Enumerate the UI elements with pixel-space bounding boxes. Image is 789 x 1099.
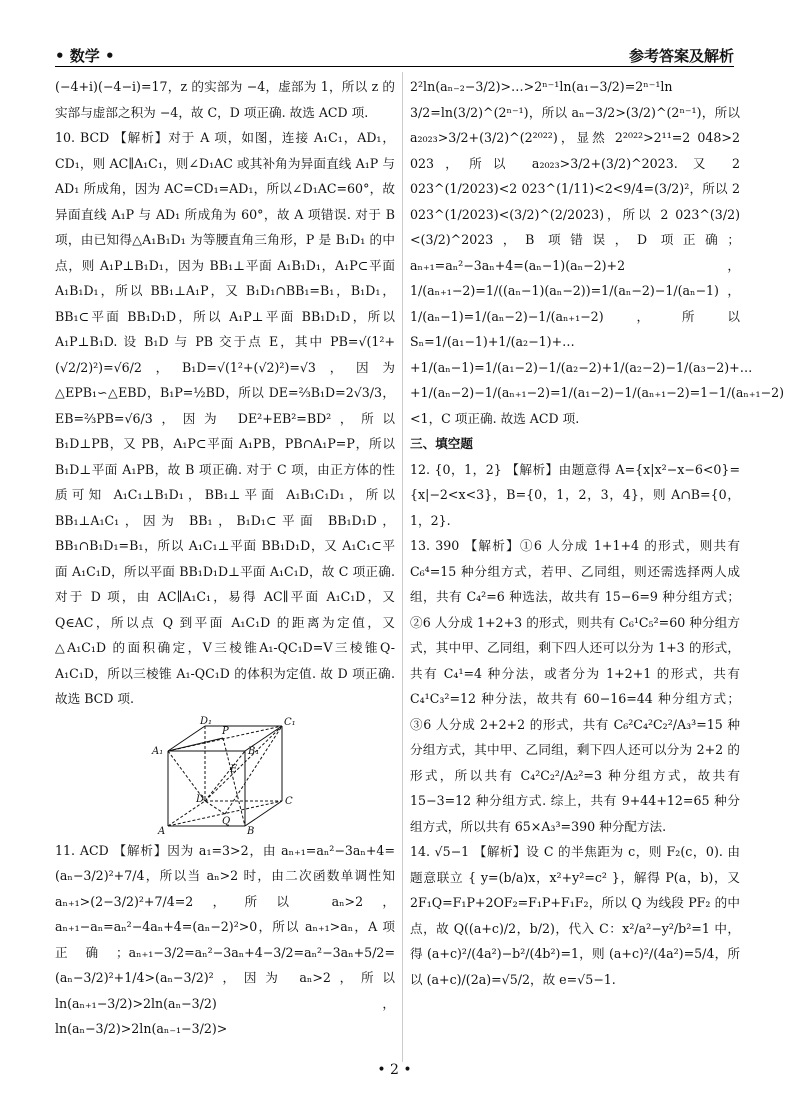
left-column <box>55 74 395 1042</box>
header-rule <box>55 66 734 67</box>
fig-label-A: A <box>158 825 166 836</box>
fig-label-P: P <box>222 725 229 737</box>
fig-label-A1: A₁ <box>152 745 164 757</box>
q10-solution: 10. BCD 【解析】对于 A 项，如图，连接 A₁C₁，AD₁，CD₁，则 AC∥A₁C₁，则∠D₁AC 或其补角为异面直线 A₁P 与 AD₁ 所成角，因为 AC=CD₁=AD₁，所以∠D₁AC=60°，故异面直线 A₁P 与 AD₁ 所成角为 60°，故 A 项错误. 对于 B 项，由已知得△A₁B₁D₁ 为等腰直角三角形，P 是 B₁D₁ 的中点，则 A₁P⊥B₁D₁，因为 BB₁⊥平面 A₁B₁D₁，A₁P⊂平面 A₁B₁D₁，所以 BB₁⊥A₁P，又 B₁D₁∩BB₁=B₁，B₁D₁，BB₁⊂平面 BB₁D₁D，所以 A₁P⊥平面 BB₁D₁D，所以 A₁P⊥B₁D. 设 B₁D 与 PB 交于点 E，其中 PB=√(1²+(√2/2)²)=√6/2，B₁D=√(1²+(√2)²)=√3，因为△EPB₁∽△EBD，B₁P=½BD，所以 DE=⅔B₁D=2√3/3，EB=⅔PB=√6/3，因为 DE²+EB²=BD²，所以 B₁D⊥PB，又 PB，A₁P⊂平面 A₁PB，PB∩A₁P=P，所以 B₁D⊥平面 A₁PB，故 B 项正确. 对于 C 项，由正方体的性质可知 A₁C₁⊥B₁D₁，BB₁⊥平面 A₁B₁C₁D₁，所以 BB₁⊥A₁C₁，因为 BB₁，B₁D₁⊂平面 BB₁D₁D，BB₁∩B₁D₁=B₁，所以 A₁C₁⊥平面 BB₁D₁D，又 A₁C₁⊂平面 A₁C₁D，所以平面 BB₁D₁D⊥平面 A₁C₁D，故 C 项正确. 对于 D 项，由 AC∥A₁C₁，易得 AC∥平面 A₁C₁D，又 Q∈AC，所以点 Q 到平面 A₁C₁D 的距离为定值，又△A₁C₁D 的面积确定，V三棱锥A₁-QC₁D=V三棱锥Q-A₁C₁D，所以三棱锥 A₁-QC₁D 的体积为定值. 故 D 项正确. 故选 BCD 项. <box>55 130 395 706</box>
fig-label-B: B <box>247 825 255 836</box>
fig-label-D: D <box>196 793 205 805</box>
right-column <box>410 74 785 992</box>
page-header <box>55 40 734 66</box>
q13-solution: 13. 390 【解析】①6 人分成 1+1+4 的形式，则共有 C₆⁴=15 种分组方式，若甲、乙同组，则还需选择两人成组，共有 C₄²=6 种选法，故共有 15−6=9 种分组方式；②6 人分成 1+2+3 的形式，则共有 C₆¹C₅²=60 种分组方式，其中甲、乙同组，剩下四人还可以分为 1+3 的形式，共有 C₄¹=4 种分法，或者分为 1+2+1 的形式，共有 C₄¹C₃²=12 种分法，故共有 60−16=44 种分组方式；③6 人分成 2+2+2 的形式，共有 C₆²C₄²C₂²/A₃³=15 种分组方式，其中甲、乙同组，剩下四人还可以分为 2+2 的形式，所以共有 C₄²C₂²/A₂²=3 种分组方式，故共有 15−3=12 种分组方式. 综上，共有 9+44+12=65 种分组方式，所以共有 65×A₃³=390 种分配方法. <box>410 538 740 834</box>
fig-label-Q: Q <box>222 815 231 827</box>
fig-label-C1: C₁ <box>284 716 296 728</box>
fig-label-D1: D₁ <box>200 715 213 727</box>
column-divider <box>402 72 403 1062</box>
q12-solution: 12. {0，1，2} 【解析】由题意得 A={x|x²−x−6<0}={x|−2<x<3}，B={0，1，2，3，4}，则 A∩B={0，1，2}. <box>410 461 740 528</box>
subject-label: • 数学 • <box>55 47 115 65</box>
q9-tail: (−4+i)(−4−i)=17，z 的实部为 −4，虚部为 1，所以 z 的实部与虚部之积为 −4，故 C，D 项正确. 故选 ACD 项. <box>55 79 395 120</box>
q11-continued: 2²ln(aₙ₋₂−3/2)>…>2ⁿ⁻¹ln(a₁−3/2)=2ⁿ⁻¹ln 3/2=ln(3/2)^(2ⁿ⁻¹)，所以 aₙ−3/2>(3/2)^(2ⁿ⁻¹)，所以 a₂₀₂₃>3/2+(3/2)^(2²⁰²²)，显然 2²⁰²²>2¹¹=2 048>2 023，所以 a₂₀₂₃>3/2+(3/2)^2023. 又 2 023^(1/2023)<2 023^(1/11)<2<9/4=(3/2)²，所以 2 023^(1/2023)<(3/2)^(2/2023)，所以 2 023^(3/2)<(3/2)^2023，B 项错误，D 项正确；aₙ₊₁=aₙ²−3aₙ+4=(aₙ−1)(aₙ−2)+2，1/(aₙ₊₁−2)=1/((aₙ−1)(aₙ−2))=1/(aₙ−2)−1/(aₙ−1)，1/(aₙ−1)=1/(aₙ−2)−1/(aₙ₊₁−2)，所以 Sₙ=1/(a₁−1)+1/(a₂−1)+…+1/(aₙ−1)=1/(a₁−2)−1/(a₂−2)+1/(a₂−2)−1/(a₃−2)+…+1/(aₙ−2)−1/(aₙ₊₁−2)=1/(a₁−2)−1/(aₙ₊₁−2)=1−1/(aₙ₊₁−2)<1，C 项正确. 故选 ACD 项. <box>410 79 785 426</box>
header-title: 参考答案及解析 <box>628 47 734 65</box>
fig-label-E: E <box>230 763 238 775</box>
fig-label-B1: B₁ <box>248 745 260 757</box>
q14-solution: 14. √5−1 【解析】设 C 的半焦距为 c，则 F₂(c，0). 由题意联立 { y=(b/a)x，x²+y²=c² }，解得 P(a，b)，又 2F₁Q=F₁P+2OF₂=F₁P+F₁F₂，所以 Q 为线段 PF₂ 的中点，故 Q((a+c)/2，b/2)，代入 C：x²/a²−y²/b²=1 中，得 (a+c)²/(4a²)−b²/(4b²)=1，则 (a+c)²/(4a²)=5/4，所以 (a+c)/(2a)=√5/2，故 e=√5−1. <box>410 844 740 987</box>
cube-figure <box>150 716 300 836</box>
page-number: • 2 • <box>377 1062 412 1078</box>
fig-label-C: C <box>285 795 293 807</box>
q11-solution: 11. ACD 【解析】因为 a₁=3>2，由 aₙ₊₁=aₙ²−3aₙ+4=(aₙ−3/2)²+7/4，所以当 aₙ>2 时，由二次函数单调性知 aₙ₊₁>(2−3/2)²+7/4=2，所以 aₙ>2，aₙ₊₁−aₙ=aₙ²−4aₙ+4=(aₙ−2)²>0，所以 aₙ₊₁>aₙ，A 项正确；aₙ₊₁−3/2=aₙ²−3aₙ+4−3/2=aₙ²−3aₙ+5/2=(aₙ−3/2)²+1/4>(aₙ−3/2)²，因为 aₙ>2，所以 ln(aₙ₊₁−3/2)>2ln(aₙ−3/2)，ln(aₙ−3/2)>2ln(aₙ₋₁−3/2)> <box>55 842 395 1036</box>
section-heading-fill-in: 三、填空题 <box>410 436 473 451</box>
